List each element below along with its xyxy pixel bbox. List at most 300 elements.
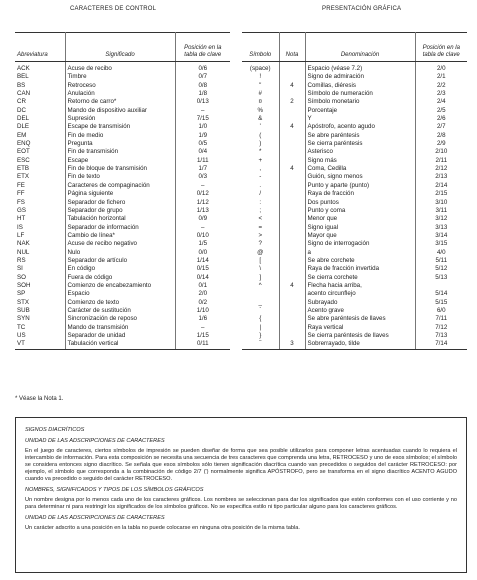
table-cell: SUB [15, 307, 65, 315]
table-cell: ) [242, 140, 279, 148]
table-row [242, 73, 467, 81]
table-row [15, 157, 230, 165]
table-cell: Mando de dispositivo auxiliar [65, 107, 175, 115]
table-cell: | [242, 324, 279, 332]
table-cell: Mayor que [305, 232, 415, 240]
table-cell: Fin de medio [65, 132, 175, 140]
table-row [242, 82, 467, 90]
table-cell: Espacio (véase 7.2) [305, 62, 415, 74]
table-cell: – [201, 323, 205, 331]
table-cell: Separador de artículo [65, 257, 175, 265]
table-cell: Separador de fichero [65, 199, 175, 207]
table-row [242, 148, 467, 156]
table-row [15, 62, 230, 74]
table-cell: Pregunta [65, 140, 175, 148]
table-cell: 2/3 [436, 90, 446, 98]
notes-heading-unity: UNIDAD DE LAS ADSCRIPCIONES DE CARACTERES [25, 515, 165, 521]
table-cell: Cambio de línea* [65, 232, 175, 240]
table-cell: Raya de fracción [305, 190, 415, 198]
table-row [15, 332, 230, 340]
table-row [242, 282, 467, 290]
table-cell: 2/9 [436, 140, 446, 148]
notes-paragraph: En el juego de caracteres, ciertos símbolos de impresión se pueden diseñar de forma que sea posible utilizarlos para componer letras acentuadas cuando lo requiera el intercambio de información. Para esta composición se necesita una secuencia de tres caracteres que comprenda una letra, RETROCESO y uno de esos símbolos; el símbolo se considera entonces signo diacrítico. Se señala que esos símbolos sólo tienen significación diacrítica cuando van precedidos o seguidos del carácter RETROCESO: por ejemplo, el símbolo que corresponda a la combinación de código 2/7 (') normalmente significa APÓSTROFO, pero se transforma en el signo diacrítico ACENTO AGUDO cuando va precedido o seguido del carácter RETROCESO. [25, 448, 457, 482]
table-cell: Acuse de recibo [65, 62, 175, 74]
table-cell: LF [15, 232, 65, 240]
table-cell: ACK [15, 62, 65, 74]
table-row [242, 240, 467, 248]
table-row [15, 215, 230, 223]
table-row [242, 299, 467, 307]
table-cell: 0/1 [198, 281, 208, 289]
table-cell: / [242, 190, 279, 198]
table-cell: GS [15, 207, 65, 215]
table-cell: US [15, 332, 65, 340]
table-cell: Comienzo de texto [65, 299, 175, 307]
table-cell [279, 157, 305, 165]
table-row [15, 324, 230, 332]
table-cell: 1/7 [198, 165, 208, 173]
table-cell: & [242, 115, 279, 123]
table-cell: Punto y aparte (punto) [305, 182, 415, 190]
notes-paragraph: Un carácter adscrito a una posición en la tabla no puede colocarse en ninguna otra posición de la misma tabla. [25, 525, 300, 531]
table-cell: (space) [242, 62, 279, 74]
table-row [242, 232, 467, 240]
table-cell: . [242, 182, 279, 190]
table-row [242, 90, 467, 98]
table-row [15, 207, 230, 215]
table-cell: 2/10 [435, 148, 448, 156]
table-cell: 1/5 [198, 240, 208, 248]
table-row [242, 224, 467, 232]
table-cell: Escape de transmisión [65, 123, 175, 131]
table-row [15, 249, 230, 257]
table-cell: Retorno de carro* [65, 98, 175, 106]
table-cell [279, 62, 305, 74]
table-cell: SOH [15, 282, 65, 290]
notes-paragraph: Un nombre designa por lo menos cada uno de los caracteres gráficos. Los nombres se seleccionan para dar los significados que estén conformes con el uso corriente y no para determinar ni para restringir los significados de los símbolos gráficos. No se especifica estilo ni tipo particular alguno para los caracteres gráficos. [25, 497, 457, 510]
table-row [242, 165, 467, 173]
table-cell: Dos puntos [305, 199, 415, 207]
table-row [15, 224, 230, 232]
table-cell [279, 148, 305, 156]
table-cell: ETX [15, 173, 65, 181]
table-cell: 3/14 [435, 231, 448, 239]
table-cell: ¤ [242, 98, 279, 106]
table-cell: Anulación [65, 90, 175, 98]
header-note: Nota [279, 33, 305, 62]
table-cell [242, 290, 279, 298]
table-cell: 0/9 [198, 215, 208, 223]
table-cell: 3/13 [435, 223, 448, 231]
table-cell: , [242, 165, 279, 173]
table-cell: % [242, 107, 279, 115]
table-cell: 5/15 [435, 298, 448, 306]
header-code-position: Posición en la tabla de clave [175, 33, 230, 62]
table-cell: ^ [242, 282, 279, 290]
table-cell: \ [242, 265, 279, 273]
table-cell: 2/0 [198, 290, 208, 298]
table-cell: Signo igual [305, 224, 415, 232]
control-characters-table [15, 32, 230, 350]
table-cell: Comillas, diéresis [305, 82, 415, 90]
table-cell [279, 132, 305, 140]
table-cell: * [242, 148, 279, 156]
table-cell: Nulo [65, 249, 175, 257]
table-cell [415, 282, 467, 290]
table-cell: 4 [279, 123, 305, 131]
table-cell [279, 232, 305, 240]
table-row [242, 332, 467, 340]
table-cell: 1/6 [198, 315, 208, 323]
table-row [242, 132, 467, 140]
table-row [242, 290, 467, 298]
table-row [242, 107, 467, 115]
table-cell: 0/0 [198, 248, 208, 256]
table-cell [279, 140, 305, 148]
table-cell: 1/14 [196, 256, 209, 264]
table-cell: + [242, 157, 279, 165]
table-cell: ‾ [242, 340, 279, 349]
table-cell: FF [15, 190, 65, 198]
table-row [15, 140, 230, 148]
notes-heading-diacritics: SIGNOS DIACRÍTICOS [25, 427, 85, 433]
footnote: * Véase la Nota 1. [15, 396, 64, 402]
table-row [15, 82, 230, 90]
table-cell: EOT [15, 148, 65, 156]
table-cell: 0/12 [196, 190, 209, 198]
table-cell: Porcentaje [305, 107, 415, 115]
table-cell: – [201, 223, 205, 231]
table-cell: RS [15, 257, 65, 265]
table-cell: Supresión [65, 115, 175, 123]
notes-heading-unity: UNIDAD DE LAS ADSCRIPCIONES DE CARACTERES [25, 438, 165, 444]
table-cell [279, 257, 305, 265]
table-row [15, 98, 230, 106]
header-denomination: Denominación [305, 33, 415, 62]
table-cell: En código [65, 265, 175, 273]
table-row [242, 340, 467, 349]
table-cell: Timbre [65, 73, 175, 81]
table-cell: 1/10 [196, 306, 209, 314]
table-cell: Punto y coma [305, 207, 415, 215]
table-cell: Subrayado [305, 299, 415, 307]
header-abbreviation: Abreviatura [15, 33, 65, 62]
table-cell: Tabulación horizontal [65, 215, 175, 223]
table-row [15, 173, 230, 181]
table-cell: { [242, 315, 279, 323]
table-cell [279, 73, 305, 81]
table-cell: ? [242, 240, 279, 248]
table-cell: Signo de interrogación [305, 240, 415, 248]
table-cell: 4 [279, 282, 305, 290]
table-cell: TC [15, 324, 65, 332]
table-cell: ENQ [15, 140, 65, 148]
table-cell: 2/1 [436, 73, 446, 81]
table-cell: > [242, 232, 279, 240]
table-row [15, 90, 230, 98]
table-cell: [ [242, 257, 279, 265]
table-cell [279, 324, 305, 332]
table-cell: ; [242, 207, 279, 215]
table-cell: 3/10 [435, 198, 448, 206]
table-cell: @ [242, 249, 279, 257]
table-row [15, 307, 230, 315]
table-cell: Se abre corchete [305, 257, 415, 265]
table-row [15, 165, 230, 173]
table-row [242, 199, 467, 207]
table-cell: 0/11 [175, 340, 230, 349]
table-cell: Sobrerrayado, tilde [305, 340, 415, 349]
table-cell [279, 299, 305, 307]
table-cell: VT [15, 340, 65, 349]
table-cell: 7/14 [415, 340, 467, 349]
table-cell [279, 249, 305, 257]
header-meaning: Significado [65, 33, 175, 62]
table-row [242, 157, 467, 165]
table-cell: = [242, 224, 279, 232]
table-cell: # [242, 90, 279, 98]
table-cell: 1/9 [198, 131, 208, 139]
table-cell [279, 115, 305, 123]
graphic-representation-title: PRESENTACIÓN GRÁFICA [322, 6, 402, 12]
table-cell: SYN [15, 315, 65, 323]
table-cell: Se cierra paréntesis de llaves [305, 332, 415, 340]
table-cell [279, 274, 305, 282]
table-row [242, 249, 467, 257]
table-row [242, 190, 467, 198]
table-cell: a [305, 249, 415, 257]
table-cell: Se abre paréntesis de llaves [305, 315, 415, 323]
table-row [15, 257, 230, 265]
table-row [242, 140, 467, 148]
table-row [15, 282, 230, 290]
table-cell: DEL [15, 115, 65, 123]
table-cell: BS [15, 82, 65, 90]
table-cell: 7/11 [435, 315, 448, 323]
table-cell: ] [242, 274, 279, 282]
table-cell: Raya vertical [305, 324, 415, 332]
table-cell [279, 199, 305, 207]
table-cell: Menor que [305, 215, 415, 223]
table-row [242, 257, 467, 265]
table-row [242, 173, 467, 181]
table-cell: Y [305, 115, 415, 123]
table-cell [279, 190, 305, 198]
table-cell: SP [15, 290, 65, 298]
table-cell: 7/13 [435, 332, 448, 339]
table-cell: 5/11 [435, 256, 448, 264]
table-row [15, 299, 230, 307]
table-cell: EM [15, 132, 65, 140]
table-cell: Coma, Cedilla [305, 165, 415, 173]
table-cell: CR [15, 98, 65, 106]
table-cell: " [242, 82, 279, 90]
table-cell: ( [242, 132, 279, 140]
table-cell: Apóstrofo, acento agudo [305, 123, 415, 131]
table-cell: IS [15, 224, 65, 232]
table-cell: ETB [15, 165, 65, 173]
table-cell [279, 90, 305, 98]
table-cell: Flecha hacia arriba, [305, 282, 415, 290]
table-cell: Retroceso [65, 82, 175, 90]
table-cell: ESC [15, 157, 65, 165]
table-cell: Tabulación vertical [65, 340, 175, 349]
table-cell: 3 [279, 340, 305, 349]
table-cell: Raya de fracción invertida [305, 265, 415, 273]
table-cell: 1/13 [196, 206, 209, 214]
table-row [15, 199, 230, 207]
table-cell: Separador de grupo [65, 207, 175, 215]
table-cell: 0/13 [196, 98, 209, 106]
table-cell: 1/8 [198, 90, 208, 98]
table-row [15, 240, 230, 248]
table-cell: 0/4 [198, 148, 208, 156]
table-cell: 0/2 [198, 298, 208, 306]
table-cell: 1/12 [196, 198, 209, 206]
table-cell: 5/12 [435, 265, 448, 273]
table-cell: 7/12 [435, 323, 448, 331]
table-cell: Carácter de sustitución [65, 307, 175, 315]
table-cell [279, 290, 305, 298]
table-cell [279, 207, 305, 215]
table-cell: Fin de transmisión [65, 148, 175, 156]
table-cell: 4 [279, 165, 305, 173]
table-row [15, 123, 230, 131]
table-cell: 1/11 [196, 156, 209, 164]
table-cell: 6/0 [436, 306, 446, 314]
table-cell: Página siguiente [65, 190, 175, 198]
table-row [15, 107, 230, 115]
table-cell [279, 265, 305, 273]
table-row [242, 207, 467, 215]
table-cell: : [242, 199, 279, 207]
table-row [242, 123, 467, 131]
table-cell: _ [242, 299, 279, 307]
table-cell: 7/15 [196, 115, 209, 123]
table-row [15, 315, 230, 323]
table-cell: ` [242, 307, 279, 315]
table-cell: Símbolo de numeración [305, 90, 415, 98]
table-cell [279, 307, 305, 315]
table-row [15, 265, 230, 273]
table-cell: SI [15, 265, 65, 273]
table-row [242, 215, 467, 223]
control-characters-title: CARACTERES DE CONTROL [70, 6, 157, 12]
table-cell: Guión, signo menos [305, 173, 415, 181]
table-cell: DLE [15, 123, 65, 131]
table-row [242, 182, 467, 190]
table-cell: 2/5 [436, 106, 446, 114]
table-cell: Caracteres de compaginación [65, 182, 175, 190]
table-cell: FS [15, 199, 65, 207]
table-cell: 2 [279, 98, 305, 106]
table-cell: 2/11 [435, 156, 448, 164]
table-cell: Escape [65, 157, 175, 165]
table-cell: Separador de información [65, 224, 175, 232]
table-cell [279, 107, 305, 115]
notes-box [15, 417, 467, 573]
table-row [15, 132, 230, 140]
table-row [242, 324, 467, 332]
table-cell [279, 173, 305, 181]
table-cell: FE [15, 182, 65, 190]
table-row [15, 115, 230, 123]
table-row [242, 307, 467, 315]
table-cell: acento circunflejo [305, 290, 415, 298]
table-cell: – [201, 181, 205, 189]
table-cell: 2/2 [436, 81, 446, 89]
table-cell [279, 215, 305, 223]
table-cell: Fin de texto [65, 173, 175, 181]
table-row [242, 265, 467, 273]
table-cell: 3/15 [435, 240, 448, 248]
table-cell: 2/12 [435, 165, 448, 173]
table-row [15, 182, 230, 190]
table-cell: Signo de admiración [305, 73, 415, 81]
table-cell: 5/14 [435, 290, 448, 298]
table-row [15, 290, 230, 298]
table-cell: 0/6 [198, 65, 208, 72]
table-cell [279, 182, 305, 190]
table-cell: 0/5 [198, 140, 208, 148]
table-row [242, 98, 467, 106]
table-row [242, 115, 467, 123]
table-cell: 0/8 [198, 81, 208, 89]
table-cell: Fuera de código [65, 274, 175, 282]
table-cell: 1/0 [198, 123, 208, 131]
table-row [15, 232, 230, 240]
table-cell: BEL [15, 73, 65, 81]
table-cell: HT [15, 215, 65, 223]
table-cell: Separador de unidad [65, 332, 175, 340]
table-cell: Se abre paréntesis [305, 132, 415, 140]
table-cell: Acento grave [305, 307, 415, 315]
table-row [15, 274, 230, 282]
table-row [242, 315, 467, 323]
table-cell: ! [242, 73, 279, 81]
table-cell: Símbolo monetario [305, 98, 415, 106]
table-cell: Se cierra corchete [305, 274, 415, 282]
table-cell: 2/13 [435, 173, 448, 181]
table-row [15, 340, 230, 349]
table-cell: 2/4 [436, 98, 446, 106]
table-cell: 4/0 [436, 248, 446, 256]
table-cell: 2/7 [436, 123, 446, 131]
table-cell: 3/12 [435, 215, 448, 223]
table-row [15, 190, 230, 198]
table-cell: Comienzo de encabezamiento [65, 282, 175, 290]
table-cell: SO [15, 274, 65, 282]
table-cell: - [242, 173, 279, 181]
table-row [242, 274, 467, 282]
table-cell [279, 332, 305, 340]
table-cell [279, 240, 305, 248]
table-cell: 2/0 [436, 65, 446, 72]
table-cell: Sincronización de reposo [65, 315, 175, 323]
table-cell: NAK [15, 240, 65, 248]
table-cell: Se cierra paréntesis [305, 140, 415, 148]
table-cell: DC [15, 107, 65, 115]
table-cell: 2/14 [435, 181, 448, 189]
table-cell: 3/11 [435, 206, 448, 214]
table-cell: 2/6 [436, 115, 446, 123]
table-cell: Espacio [65, 290, 175, 298]
table-cell: Fin de bloque de transmisión [65, 165, 175, 173]
table-cell: 0/14 [196, 273, 209, 281]
table-cell: Acuse de recibo negativo [65, 240, 175, 248]
header-symbol: Símbolo [242, 33, 279, 62]
graphic-characters-table [242, 32, 467, 350]
